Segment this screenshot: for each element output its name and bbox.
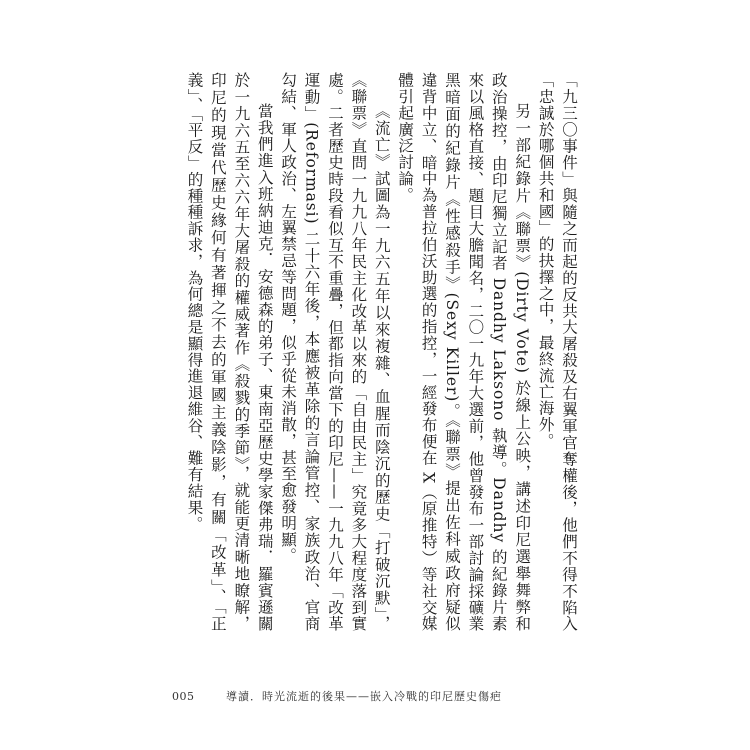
page-number: 005 (172, 690, 195, 703)
vertical-text-block (182, 72, 580, 632)
paragraph-4: 當我們進入班納迪克．安德森的弟子、東南亞歷史學家傑弗瑞．羅賓遜關於一九六五至六六年大屠殺的權威著作《殺戮的季節》，就能更清晰地瞭解，印尼的現當代歷史緣何有著揮之不去的軍國主義陰影，有關「改革」、「正義」、「平反」的種種訴求，為何總是顯得進退維谷、難有結果。 (185, 72, 274, 632)
running-title: 導讀．時光流逝的後果——嵌入冷戰的印尼歷史傷疤 (226, 690, 502, 703)
paragraph-1: 「九三〇事件」與隨之而起的反共大屠殺及右翼軍官奪權後，他們不得不陷入「忠誠於哪個共和國」的抉擇之中，最終流亡海外。 (536, 72, 578, 632)
paragraph-3: 《流亡》試圖為一九六五年以來複雜、血腥而陰沉的歷史「打破沉默」，《聯票》直問一九九八年民主化改革以來的「自由民主」究竟多大程度落到實處。二者歷史時段看似互不重疊，但都指向當下的印尼——一九九八年「改革運動」(Reformasi) 二十六年後，本應被革除的言論管控、家族政治、官商勾結、軍人政治、左翼禁忌等問題，似乎從未消散，甚至愈發明顯。 (279, 72, 391, 632)
paragraph-2: 另一部紀錄片《聯票》(Dirty Vote) 於線上公映，講述印尼選舉舞弊和政治操控，由印尼獨立記者 Dandhy Laksono 執導。Dandhy 的紀錄片素來以風格直接、題目大膽聞名，二〇一九年大選前，他曾發布一部討論採礦業黑暗面的紀錄片《性感殺手》(Sexy Killer)。《聯票》提出佐科威政府疑似違背中立、暗中為普拉伯沃助選的指控，一經發布便在 X（原推特）等社交媒體引起廣泛討論。 (396, 72, 532, 632)
page-footer (172, 688, 502, 704)
